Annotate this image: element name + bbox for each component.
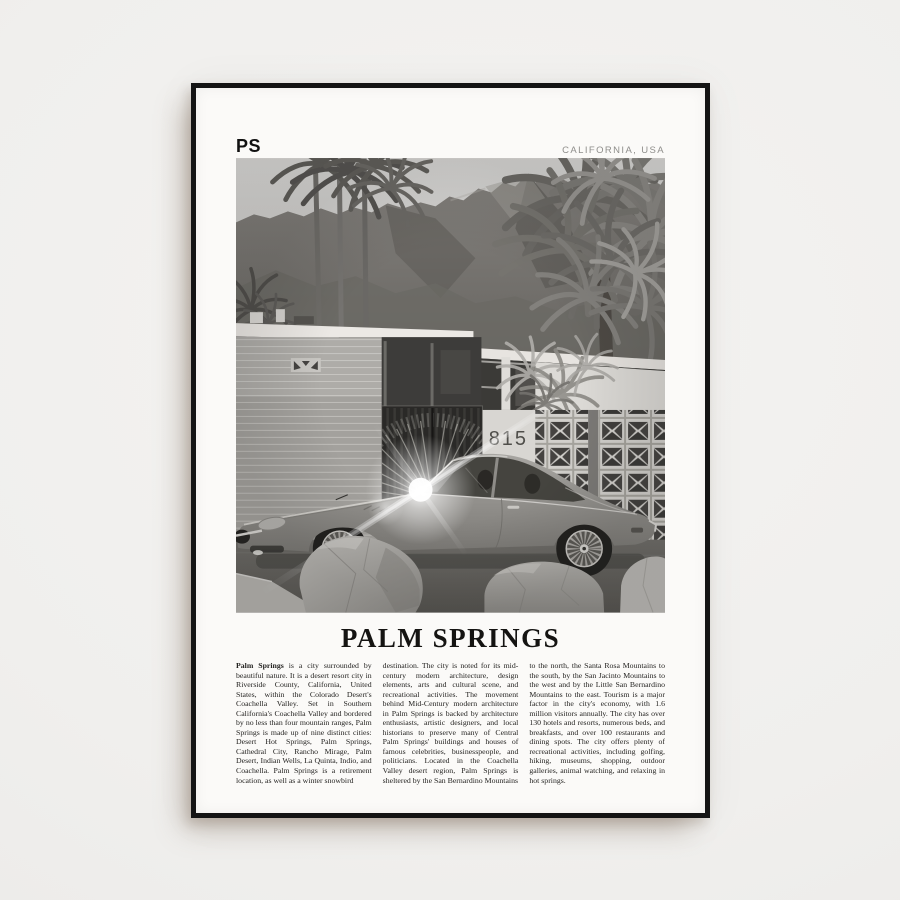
article-column-1: Palm Springs is a city surrounded by beautiful nature. It is a desert resort city in Riverside County, California, United States, within the Colorado Desert's Coachella Valley. Set in Southern California's Coachella Valley and bordered by no less than four mountain ranges, Palm Springs is made up of nine distinct cities: Desert Hot Springs, Palm Springs, Cathedral City, Rancho Mirage, Palm Desert, Indian Wells, La Quinta, Indio, and Coachella. Palm Springs is a retirement location, as well as a winter snowbird — [236, 661, 372, 785]
poster — [196, 88, 705, 813]
article-column-3: to the north, the Santa Rosa Mountains to the south, by the San Jacinto Mountains to the west and by the Little San Bernardino Mountains to the east. Tourism is a major factor in the city's economy, with 1.6 million visitors annually. The city has over 130 hotels and resorts, numerous beds, and breakfasts, and over 100 restaurants and dining spots. The city offers plenty of recreational activities, including golfing, hiking, museums, shopping, outdoor galleries, animal watching, and relaxing in hot springs. — [529, 661, 666, 785]
article-column-2: destination. The city is noted for its mid-century modern architecture, design elements, arts and cultural scene, and recreational activities. The movement behind Mid-Century modern architecture in Palm Springs is backed by architecture enthusiasts, artistic designers, and local historians to preserve many of Central Palm Springs' buildings and houses of famous celebrities, businesspeople, and politicians. Located in the Coachella Valley desert region, Palm Springs is sheltered by the San Bernardino Mountains — [382, 661, 519, 785]
picture-frame — [191, 83, 710, 818]
poster-photo — [236, 158, 665, 613]
poster-title: PALM SPRINGS — [340, 623, 561, 653]
article-lead-bold: Palm Springs — [236, 661, 284, 670]
article-columns — [236, 661, 665, 785]
photo-vignette — [236, 159, 665, 613]
location-text: CALIFORNIA, USA — [562, 144, 665, 156]
photo-illustration — [236, 158, 665, 613]
monogram-text: PS — [236, 136, 262, 156]
poster-header — [236, 136, 665, 155]
